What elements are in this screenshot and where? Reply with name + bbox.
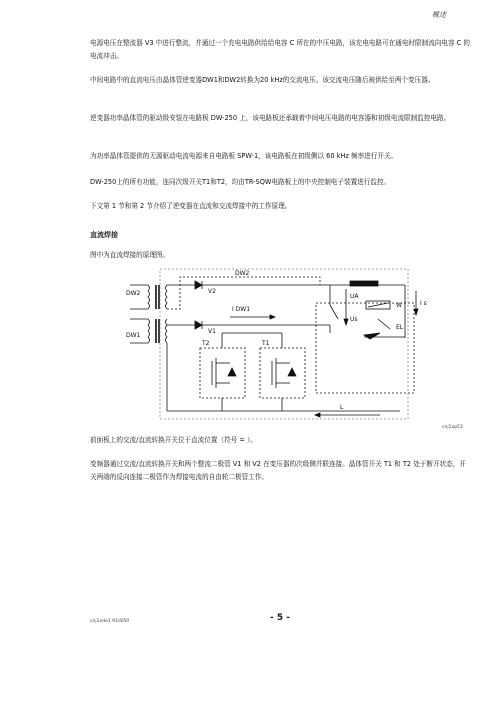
label-is: I s	[420, 300, 427, 307]
paragraph-inverter: 中间电路中的直流电压由晶体管逆变器DW1和DW2转换为20 kHz的交流电压。该交流电压随后被供给至两个变压器。	[90, 76, 435, 84]
label-w: W	[396, 302, 402, 309]
header-title: 概述	[432, 11, 446, 19]
label-ua: UA	[350, 293, 359, 300]
section-heading: 直流焊接	[90, 231, 118, 239]
paragraph-sections-intro: 下文第 1 节和第 2 节介绍了逆变器在直流和交流焊接中的工作原理。	[90, 202, 292, 210]
label-v2: V2	[208, 288, 216, 295]
dc-welding-circuit-diagram	[120, 263, 470, 431]
paragraph-drive-supply: 为功率晶体管提供的无源驱动电流电源来自电路板 SPW-1，该电路板在初级侧以 60 kHz 频率进行开关。	[90, 152, 398, 160]
label-l: L	[340, 404, 344, 411]
footer-code: cnj1ede1 91d050	[90, 619, 130, 624]
diagram-code: cnj1ap53	[442, 425, 463, 430]
section-intro: 图中为直流焊接的原理图。	[90, 251, 170, 259]
paragraph-rectifier: 电源电压在整流器 V3 中进行整流，并通过一个充电电路供给给电容 C 所在的中压电路，该充电电路可在通电时限制流向电容 C 的电流冲击。	[90, 39, 470, 60]
label-dw2-top: DW2	[235, 270, 250, 277]
label-t1: T1	[262, 340, 270, 347]
label-dw1-left: DW1	[126, 332, 141, 339]
label-us: Us	[350, 316, 358, 323]
label-dw2-left: DW2	[126, 290, 141, 297]
label-t2: T2	[202, 340, 210, 347]
label-i-dw1: I DW1	[232, 306, 251, 313]
paragraph-control: DW-250上的所有功能，连同次级开关T1和T2，均由TR-SQW电路板上的中央控制电子装置进行监控。	[90, 178, 391, 186]
label-el: EL	[396, 324, 404, 331]
paragraph-driver-board: 逆变器功率晶体管的驱动级安装在电路板 DW-250 上，该电路板还承载着中间电压电路的电容器和初级电流限制监控电路。	[90, 114, 451, 122]
page-number: - 5 -	[270, 613, 290, 623]
label-v1: V1	[208, 328, 216, 335]
section-caption: 前面板上的交流/直流转换开关位于直流位置（符号 = ）。	[90, 436, 257, 444]
section-description: 变频器通过交流/直流转换开关和两个整流二极管 V1 和 V2 在变压器的次级侧并联连接。晶体管开关 T1 和 T2 处于断开状态，开关两端的反向连接二极管作为焊接电流的自由轮二极管工作。	[90, 460, 466, 481]
